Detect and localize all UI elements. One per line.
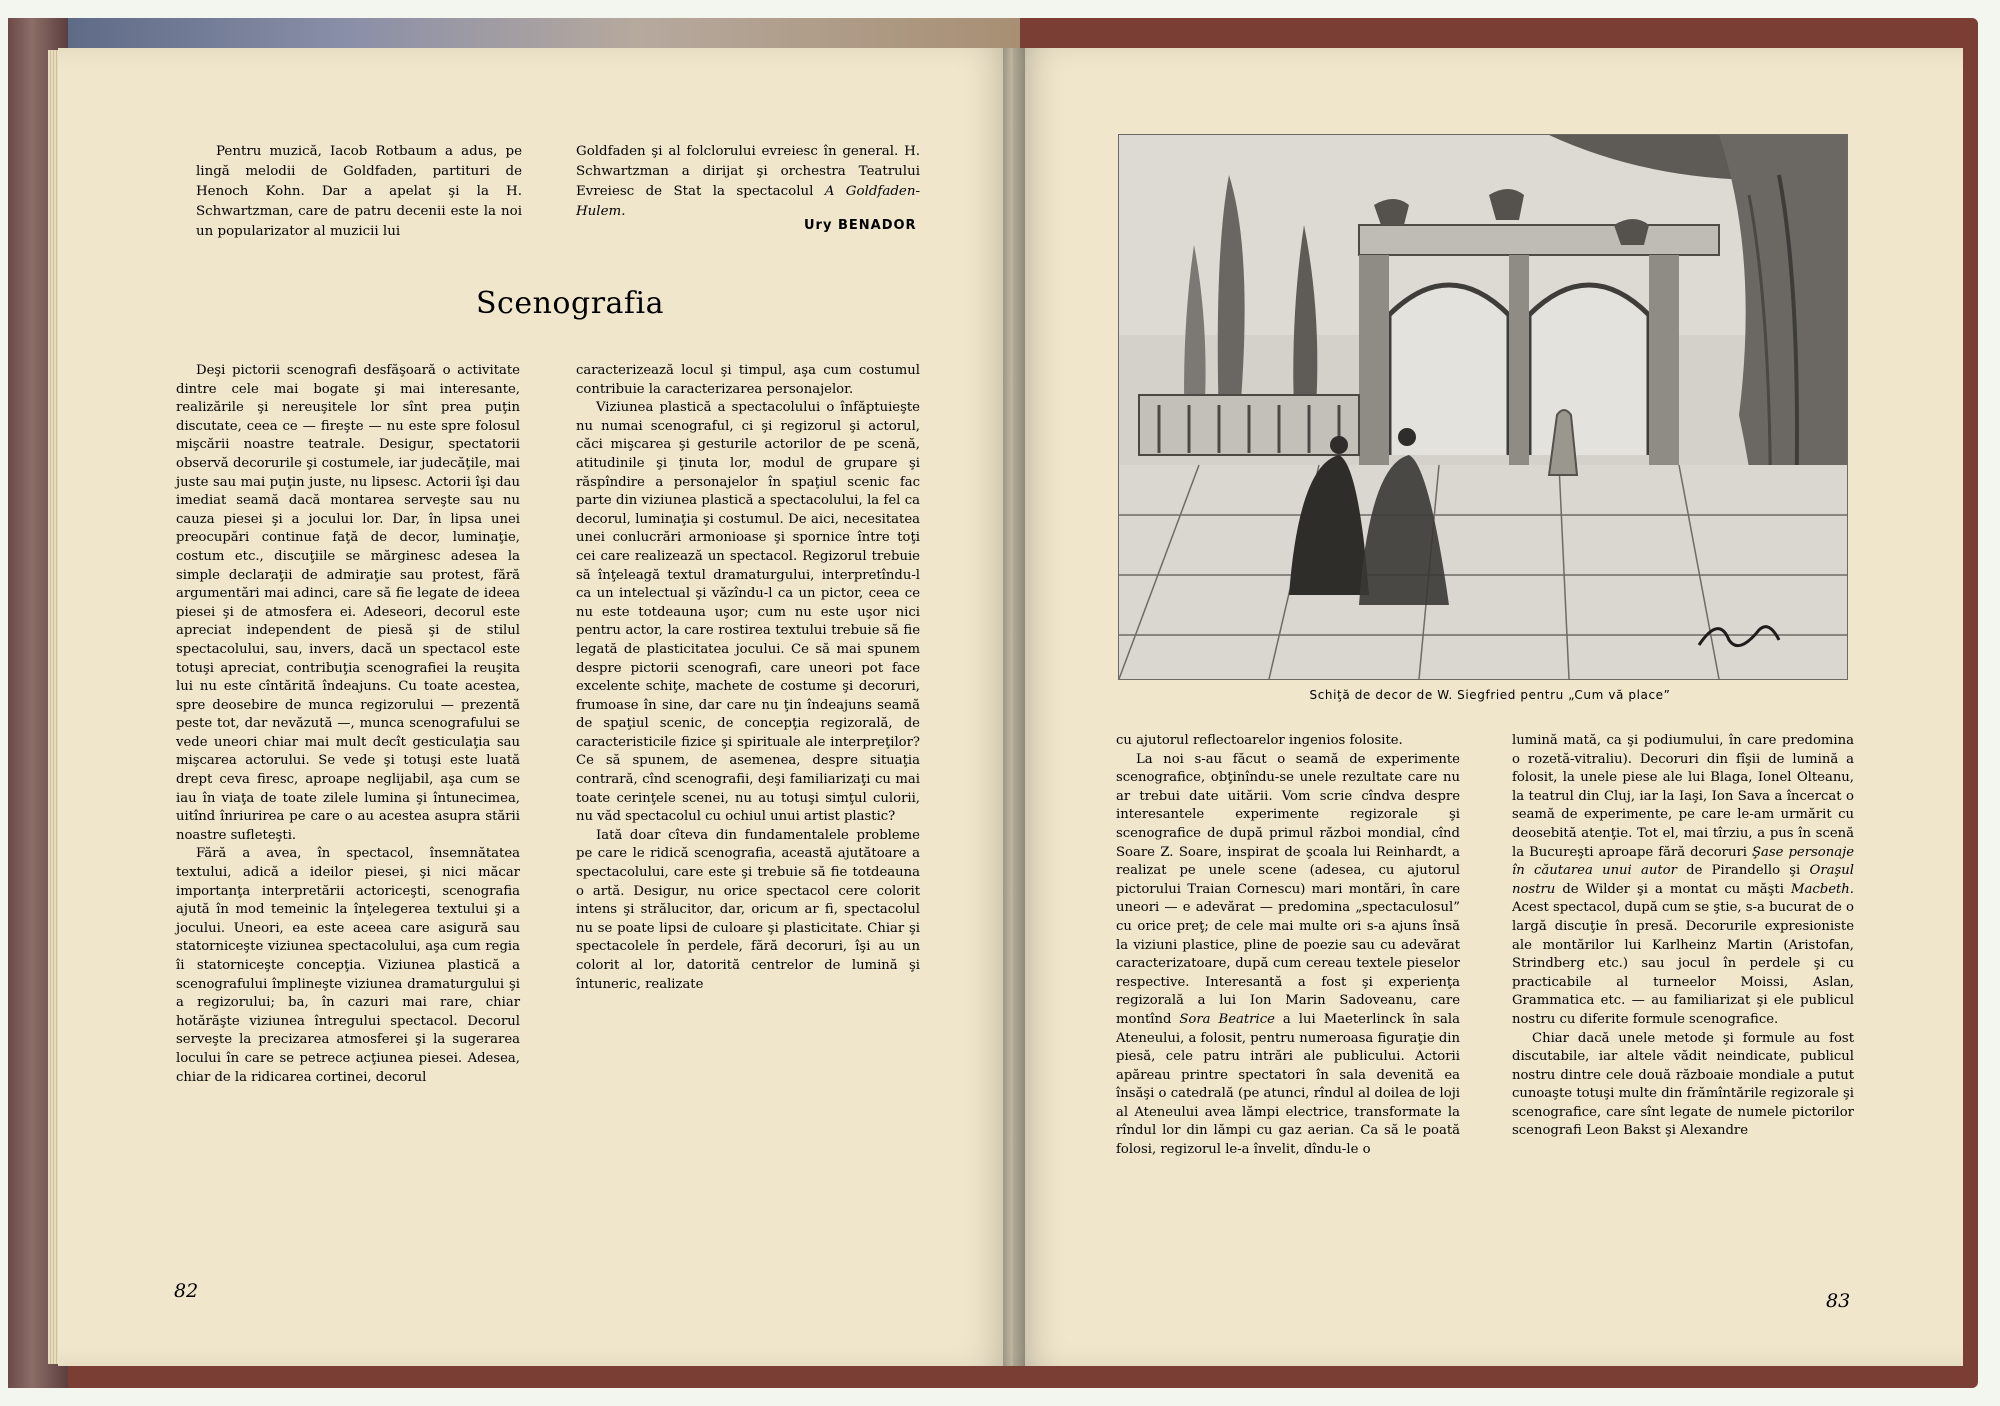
author-signature: Ury BENADOR [804,218,917,233]
play-title: Macbeth. [1791,881,1854,897]
intro-column-1 [196,142,522,242]
left-body-column-2 [576,362,920,994]
paragraph: Iată doar cîteva din fundamentalele probleme pe care le ridică scenografia, această ajutătoare a spectacolului, care este şi trebuie să fie totdeauna o artă. Desigur, nu orice spectacol cere colorit intens şi strălucitor, dar, oricum ar fi, spectacolul nu se poate lipsi de culoare şi plasticitate. Chiar şi spectacolele în perdele, fără decoruri, îşi au un colorit al lor, datorită centrelor de lumină şi întuneric, realizate [576,827,920,992]
paragraph: Viziunea plastică a spectacolului o înfăptuieşte nu numai scenograful, ci şi regizorul şi actorul, căci mişcarea şi gesturile actorilor de pe scenă, atitudinile şi ţinuta lor, modul de grupare şi răspîndire a personajelor în spaţiul scenic fac parte din viziunea plastică a spectacolului, la fel ca decorul, luminaţia şi costumul. De aici, necesitatea unei conlucrări armonioase şi spornice între toţi cei care realizează un spectacol. Regizorul trebuie să înţeleagă textul dramaturgului, interpretîndu-l ca un intelectual şi văzîndu-l ca un pictor, ceea ce nu este totdeauna uşor; cum nu este uşor nici pentru actor, la care rostirea textului trebuie să fie legată de plasticitatea jocului. Ce să mai spunem despre pictorii scenografi, care uneori pot face excelente schiţe, machete de costume şi decoruri, frumoase în sine, dar care nu ţin îndeajuns seamă de spaţiul scenic, de concepţia regizorală, de caracteristicile fizice şi spirituale ale interpreţilor? Ce să spunem, de asemenea, despre situaţia contrară, cînd scenografii, deşi familiarizaţi cu mai toate cerinţele scenei, nu au totuşi simţul culorii, nu văd spectacolul cu ochiul unui artist plastic? [576,400,920,825]
play-title: Sora Beatrice [1179,1011,1275,1027]
paragraph-text: de Wilder şi a montat cu măşti [1562,881,1784,897]
paragraph: Deşi pictorii scenografi desfăşoară o activitate dintre cele mai bogate şi mai interesante, realizările şi nereuşitele lor sînt prea puţin discutate, ceea ce — fireşte — nu este spre folosul mişcării noastre teatrale. Desigur, spectatorii observă decorurile şi costumele, iar judecăţile, mai juste sau mai puţin juste, nu lipsesc. Actorii îşi dau imediat seamă dacă montarea serveşte sau nu cauza piesei şi a jocului lor. Dar, în lipsa unei preocupări continue faţă de decor, luminaţie, costum etc., discuţiile se mărginesc adesea la simple declaraţii de admiraţie sau protest, fără argumentări mai adinci, care să fie legate de ideea piesei şi de atmosfera ei. Adeseori, decorul este apreciat independent de piesă şi de stilul spectacolului, sau, invers, dacă un spectacol este totuşi apreciat, contribuţia scenografiei la reuşita lui nu este cîntărită îndeajuns. Cu toate acestea, spre deosebire de munca regizorului — prezentă peste tot, dar nevăzută —, munca scenografului se vede uneori chiar mai mult decît gesticulaţia sau mişcarea actorului. Se vede şi totuşi este luată drept ceva firesc, aproape neglijabil, aşa cum se iau în viaţa de toate zilele lumina şi întunecimea, uitînd înriurirea pe care o au acestea asupra stării noastre sufleteşti. [176,363,520,843]
paragraph [1116,751,1460,1160]
play-title: A Goldfaden-Hulem. [576,184,921,219]
paragraph [1512,732,1854,1030]
play-title: Şase personaje în căutarea unui autor [1512,844,1854,879]
page-number-left: 82 [174,1280,199,1302]
section-title: Scenografia [476,286,665,321]
book-gutter [1003,48,1025,1366]
left-body-column-1 [176,362,520,1087]
paragraph: cu ajutorul reflectoarelor ingenios folosite. [1116,733,1403,748]
intro-paragraph-2 [576,142,920,222]
paragraph: Chiar dacă unele metode şi formule au fost discutabile, iar altele vădit neindicate, publicul nostru dintre cele două războaie mondiale a putut cunoaşte totuşi multe din frămîntările regizorale şi scenografice, care sînt legate de numele pictorilor scenografi Leon Bakst şi Alexandre [1512,1030,1854,1139]
sketch-illustration [1119,135,1847,679]
paragraph-text: La noi s-au făcut o seamă de experimente scenografice, obţinîndu-se unele rezultate care nu ar trebui date uitării. Vom scrie cîndva despre interesantele experimente regizorale şi scenografice de după primul război mondial, cînd Soare Z. Soare, inspirat de şcoala lui Reinhardt, a realizat pe unele scene (adesea, cu ajutorul pictorului Traian Cornescu) mari montări, în care uneori — e adevărat — predomina „spectaculosul” cu orice preţ; de cele mai multe ori s-a ajuns însă la viziuni plastice, pline de poezie sau cu adevărat caracterizatoare, după cum cereau textele pieselor respective. Interesantă a fost şi experienţa regizorală a lui Ion Marin Sadoveanu, care montînd [1116,751,1460,1027]
paragraph-text: lumină mată, ca şi podiumului, în care predomina o rozetă-vitraliu). Decoruri din fîşii de lumină a folosit, la unele piese ale lui Blaga, Ionel Olteanu, la teatrul din Cluj, iar la Iaşi, Ion Sava a încercat o seamă de experimente, pe care le-am urmărit cu deosebită atenţie. Tot el, mai tîrziu, a pus în scenă la Bucureşti aproape fără decoruri [1512,733,1854,860]
paragraph-text: Acest spectacol, după cum se ştie, s-a bucurat de o largă discuţie în presă. Decorurile expresioniste ale montărilor lui Karlheinz Martin (Aristofan, Strindberg etc.) sau jocul în perdele şi cu practicabile al turneelor Moissi, Aslan, Grammatica etc. — au familiarizat şi ele publicul nostru cu diferite formule scenografice. [1512,900,1854,1027]
right-body-column-2 [1512,732,1854,1141]
intro-paragraph-1: Pentru muzică, Iacob Rotbaum a adus, pe lingă melodii de Goldfaden, partituri de Henoch Kohn. Dar a apelat şi la H. Schwartzman, care de patru decenii este la noi un popularizator al muzicii lui [196,144,522,239]
paragraph: Fără a avea, în spectacol, însemnătatea textului, adică a ideilor piesei, şi nici măcar importanţa interpretării actoriceşti, scenografia ajută în mod temeinic la înţelegerea textului şi a jocului. Uneori, ea este aceea care asigură sau statorniceşte viziunea spectacolului, aşa cum regia îi statorniceşte concepţia. Viziunea plastică a scenografului împlineşte viziunea dramaturgului şi a regizorului; ba, în cazuri mai rare, chiar hotărăşte viziunea întregului spectacol. Decorul serveşte la precizarea atmosferei şi la sugerarea locului în care se petrece acţiunea piesei. Adesea, chiar de la ridicarea cortinei, decorul [176,846,520,1085]
marbled-cover-edge [60,18,1020,52]
paragraph-text: a lui Maeterlinck în sala Ateneului, a folosit, pentru numeroasa figuraţie din piesă, cele patru intrări ale publicului. Actorii apăreau printre spectatori în sala devenită ea însăşi o catedrală (pe atunci, rîndul al doilea de loji al Ateneului avea lămpi electrice, transformate la rîndul lor din lămpi cu gaz aerian. Ca să le poată folosi, regizorul le-a învelit, dîndu-le o [1116,1011,1461,1158]
right-body-column-1 [1116,732,1460,1160]
paragraph: caracterizează locul şi timpul, aşa cum costumul contribuie la caracterizarea personajelor. [576,363,920,397]
intro-column-2 [576,142,920,222]
page-number-right: 83 [1826,1290,1851,1312]
paragraph-text: de Pirandello şi [1686,863,1801,879]
figure-caption: Schiţă de decor de W. Siegfried pentru „Cum vă place” [1309,688,1671,702]
play-title: Oraşul nostru [1512,863,1854,897]
stage-design-sketch [1118,134,1848,680]
intro-text-2: Goldfaden şi al folclorului evreiesc în general. H. Schwartzman a dirijat şi orchestra Teatrului Evreiesc de Stat la spectacolul [576,144,920,199]
